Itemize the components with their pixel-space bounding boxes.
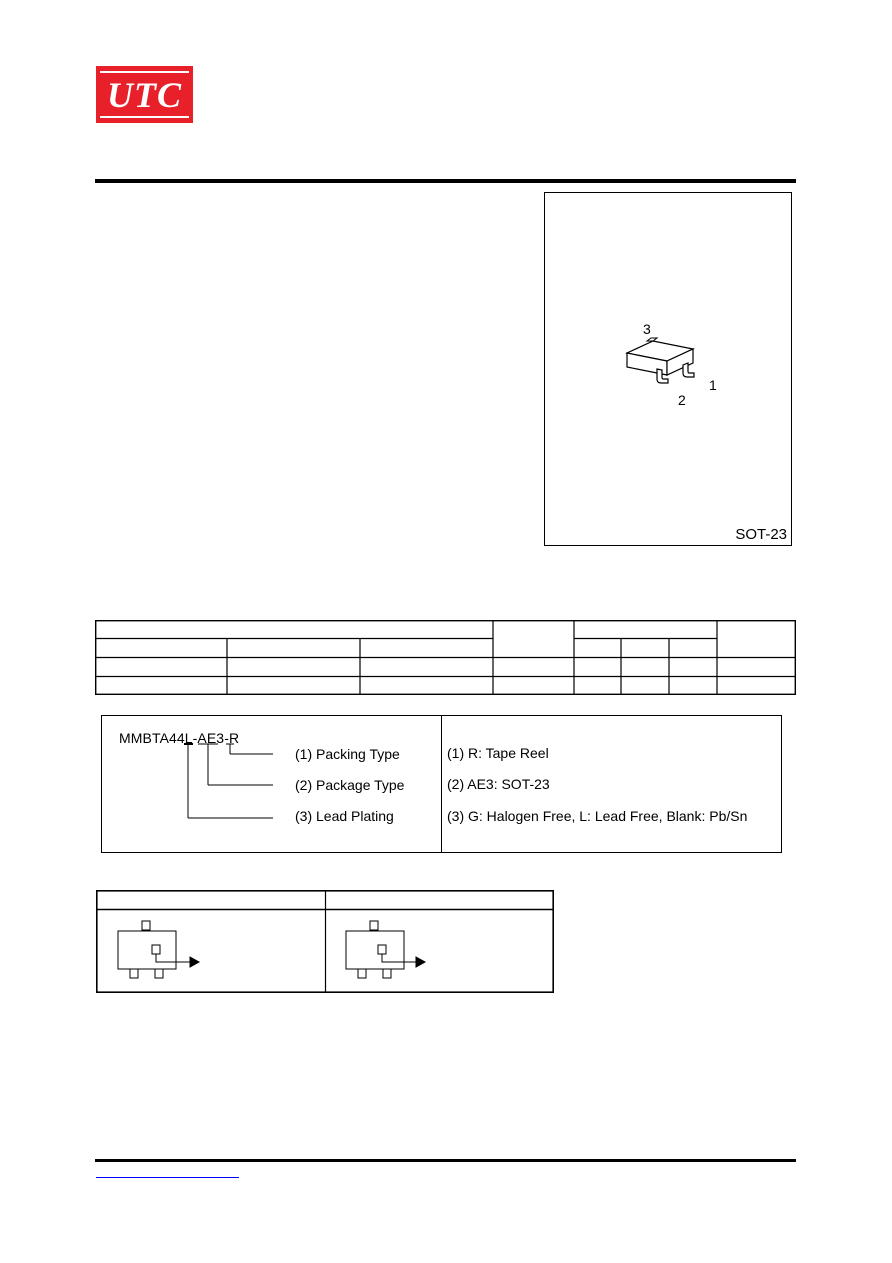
pin-2-label: 2	[678, 392, 686, 408]
code-box-divider	[441, 716, 442, 852]
packing-type-label: (1) Packing Type	[295, 746, 400, 762]
lead-plating-label: (3) Lead Plating	[295, 808, 394, 824]
footer-rule	[95, 1159, 796, 1162]
pin-3-label: 3	[643, 321, 651, 337]
package-type-desc: (2) AE3: SOT-23	[447, 776, 550, 792]
logo-text: UTC	[107, 74, 182, 115]
packing-type-desc: (1) R: Tape Reel	[447, 745, 549, 761]
logo-frame	[100, 71, 189, 118]
marking-diagrams	[96, 890, 554, 993]
ordering-table-grid	[95, 620, 796, 695]
package-type-label: (2) Package Type	[295, 777, 405, 793]
part-code: MMBTA44L-AE3-R	[119, 730, 240, 746]
footer-website-link[interactable]	[96, 1177, 239, 1178]
ordering-table	[95, 620, 796, 695]
marking-table	[96, 890, 554, 993]
lead-plating-desc: (3) G: Halogen Free, L: Lead Free, Blank: Pb/Sn	[447, 808, 748, 824]
marking-right	[346, 921, 425, 978]
marking-left	[118, 921, 199, 978]
ordering-code-box	[101, 715, 782, 853]
package-box	[544, 192, 792, 546]
header-rule	[95, 179, 796, 183]
pin-1-label: 1	[709, 377, 717, 393]
utc-logo	[96, 66, 193, 123]
sot23-package-drawing	[605, 319, 735, 419]
package-name: SOT-23	[735, 526, 787, 543]
